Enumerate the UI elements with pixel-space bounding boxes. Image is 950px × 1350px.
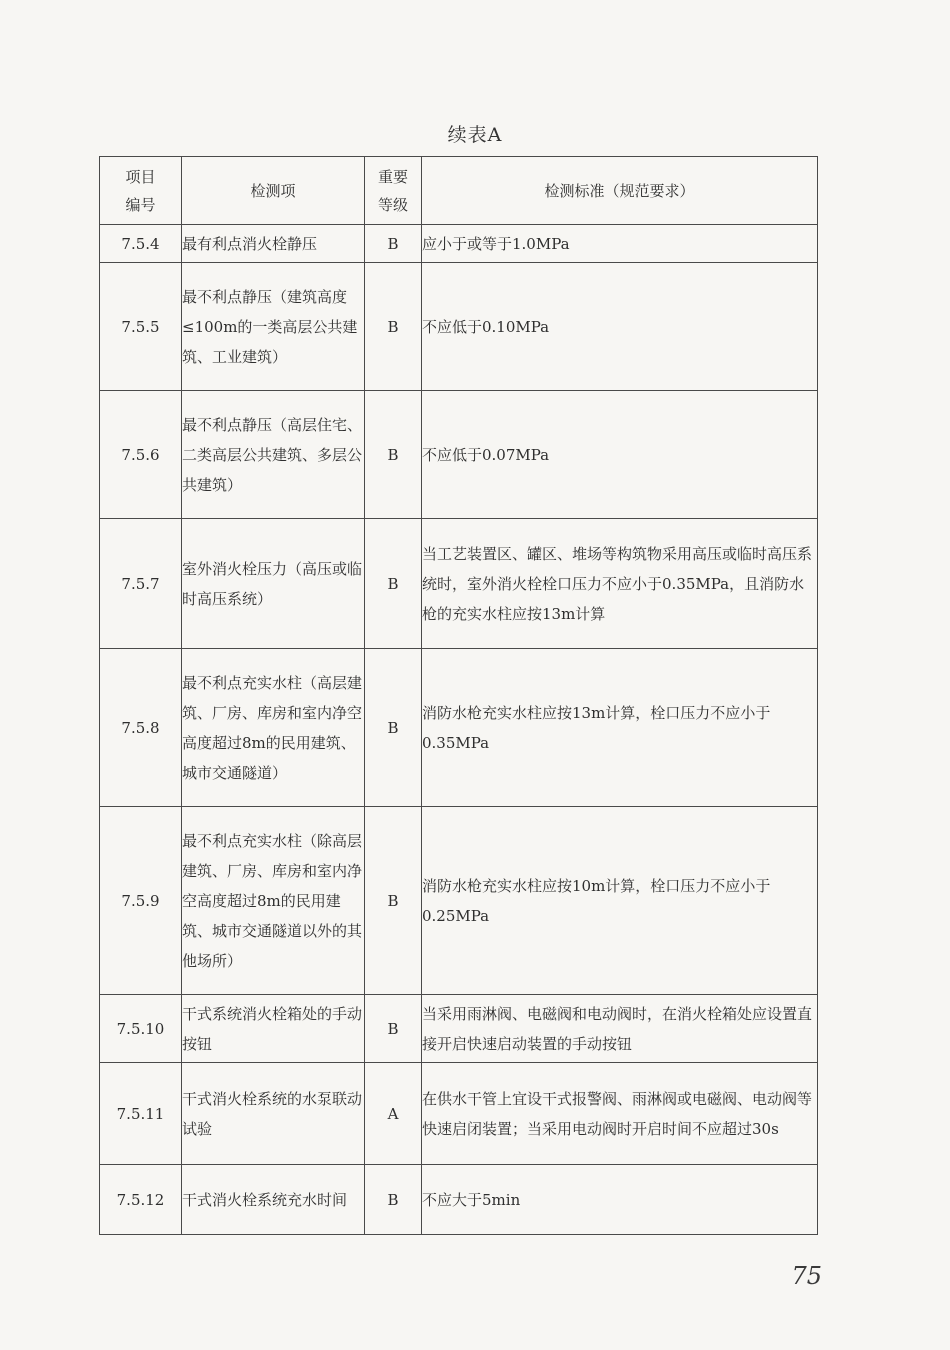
row-level: B xyxy=(365,649,422,807)
row-item: 最不利点静压（建筑高度≤100m的一类高层公共建筑、工业建筑） xyxy=(182,263,365,391)
row-item: 最有利点消火栓静压 xyxy=(182,225,365,263)
row-level: B xyxy=(365,263,422,391)
row-id: 7.5.4 xyxy=(100,225,182,263)
row-standard: 应小于或等于1.0MPa xyxy=(422,225,818,263)
row-level: B xyxy=(365,225,422,263)
row-level: A xyxy=(365,1063,422,1165)
row-id: 7.5.9 xyxy=(100,807,182,995)
header-item-number: 项目编号 xyxy=(100,157,182,225)
row-standard: 消防水枪充实水柱应按10m计算，栓口压力不应小于0.25MPa xyxy=(422,807,818,995)
row-standard: 在供水干管上宜设干式报警阀、雨淋阀或电磁阀、电动阀等快速启闭装置；当采用电动阀时开启时间不应超过30s xyxy=(422,1063,818,1165)
row-item: 最不利点静压（高层住宅、二类高层公共建筑、多层公共建筑） xyxy=(182,391,365,519)
row-item: 最不利点充实水柱（除高层建筑、厂房、库房和室内净空高度超过8m的民用建筑、城市交通隧道以外的其他场所） xyxy=(182,807,365,995)
row-item: 室外消火栓压力（高压或临时高压系统） xyxy=(182,519,365,649)
row-standard: 消防水枪充实水柱应按13m计算，栓口压力不应小于0.35MPa xyxy=(422,649,818,807)
header-inspection-item: 检测项 xyxy=(182,157,365,225)
row-id: 7.5.5 xyxy=(100,263,182,391)
page-number: 75 xyxy=(791,1262,822,1290)
table-row xyxy=(100,519,818,649)
row-id: 7.5.8 xyxy=(100,649,182,807)
row-standard: 当工艺装置区、罐区、堆场等构筑物采用高压或临时高压系统时，室外消火栓栓口压力不应小于0.35MPa，且消防水枪的充实水柱应按13m计算 xyxy=(422,519,818,649)
row-id: 7.5.12 xyxy=(100,1165,182,1235)
row-level: B xyxy=(365,995,422,1063)
table-row xyxy=(100,263,818,391)
table-header-row xyxy=(100,157,818,225)
row-level: B xyxy=(365,807,422,995)
table-row xyxy=(100,807,818,995)
table-title: 续表A xyxy=(447,124,503,146)
row-id: 7.5.10 xyxy=(100,995,182,1063)
row-item: 干式系统消火栓箱处的手动按钮 xyxy=(182,995,365,1063)
row-item: 干式消火栓系统的水泵联动试验 xyxy=(182,1063,365,1165)
table-row xyxy=(100,649,818,807)
table-row xyxy=(100,1063,818,1165)
table-row xyxy=(100,1165,818,1235)
table-row xyxy=(100,995,818,1063)
row-id: 7.5.7 xyxy=(100,519,182,649)
row-item: 最不利点充实水柱（高层建筑、厂房、库房和室内净空高度超过8m的民用建筑、城市交通隧道） xyxy=(182,649,365,807)
table-row xyxy=(100,391,818,519)
row-standard: 不应低于0.10MPa xyxy=(422,263,818,391)
header-importance-level: 重要等级 xyxy=(365,157,422,225)
row-standard: 不应低于0.07MPa xyxy=(422,391,818,519)
row-id: 7.5.11 xyxy=(100,1063,182,1165)
inspection-table xyxy=(99,156,818,1235)
table-row xyxy=(100,225,818,263)
row-standard: 不应大于5min xyxy=(422,1165,818,1235)
row-level: B xyxy=(365,391,422,519)
row-id: 7.5.6 xyxy=(100,391,182,519)
row-level: B xyxy=(365,1165,422,1235)
row-level: B xyxy=(365,519,422,649)
row-item: 干式消火栓系统充水时间 xyxy=(182,1165,365,1235)
header-inspection-standard: 检测标准（规范要求） xyxy=(422,157,818,225)
row-standard: 当采用雨淋阀、电磁阀和电动阀时，在消火栓箱处应设置直接开启快速启动装置的手动按钮 xyxy=(422,995,818,1063)
